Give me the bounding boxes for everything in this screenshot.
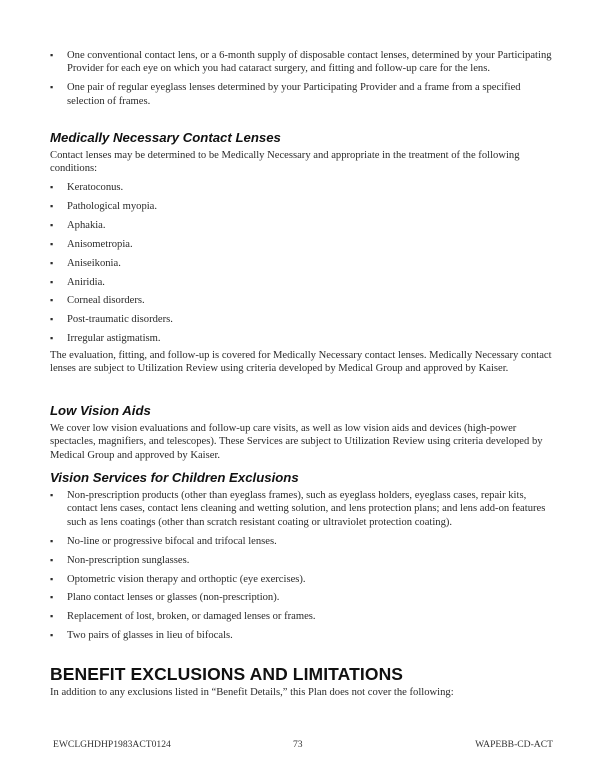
bullet-icon: ▪ [50,314,54,325]
list-item: ▪ Aniseikonia. [50,257,121,269]
bullet-icon: ▪ [50,573,54,584]
bullet-icon: ▪ [50,200,54,211]
bullet-icon: ▪ [50,535,54,546]
list-item: ▪ Optometric vision therapy and orthoptic (eye exercises). [50,573,306,585]
list-item: ▪ No-line or progressive bifocal and trifocal lenses. [50,535,277,547]
children-exclusions-list [50,489,555,648]
medically-necessary-intro: Contact lenses may be determined to be Medically Necessary and appropriate in the treatment of the following conditions: [50,150,520,175]
section-heading-benefit-exclusions: BENEFIT EXCLUSIONS AND LIMITATIONS [50,664,404,684]
list-item: ▪ Plano contact lenses or glasses (non-prescription). [50,592,280,604]
list-item: ▪ Non-prescription sunglasses. [50,554,190,566]
low-vision-body: We cover low vision evaluations and follow-up care visits, as well as low vision aids and devices (high-power spectacles, magnifiers, and telescopes). These Services are subject to Utilization Review using criteria developed by Medical Group and approved by Kaiser. [50,423,543,461]
section-heading-medically-necessary: Medically Necessary Contact Lenses [50,130,281,145]
bullet-icon: ▪ [50,276,54,287]
bullet-icon: ▪ [50,611,54,622]
intro-bullet-list [50,49,555,114]
list-item: ▪ One conventional contact lens, or a 6-month supply of disposable contact lenses, determined by your Participating Provider for each eye on which you had cataract surgery, and fitting and follow-up care for the lens. [50,50,552,75]
bullet-icon: ▪ [50,257,54,268]
list-item: ▪ Replacement of lost, broken, or damaged lenses or frames. [50,611,316,623]
conditions-list [50,181,555,351]
list-item: ▪ Two pairs of glasses in lieu of bifocals. [50,630,233,642]
list-item: ▪ Pathological myopia. [50,200,158,212]
list-item: ▪ Keratoconus. [50,182,124,193]
bullet-icon: ▪ [50,182,54,192]
bullet-icon: ▪ [50,490,54,500]
bullet-icon: ▪ [50,219,54,230]
list-item: ▪ Non-prescription products (other than eyeglass frames), such as eyeglass holders, eyeglass cases, repair kits, contact lens cases, contact lens cleaning and wetting solution, and lens protection plans; and lens add-on features such as lens coatings (other than scratch resistant coating or ultraviolet protection coating). [50,490,546,528]
benefit-exclusions-body: In addition to any exclusions listed in “Benefit Details,” this Plan does not cover the following: [50,687,454,698]
footer-plan-code: WAPEBB-CD-ACT [475,739,553,750]
page-number: 73 [293,739,303,750]
list-item: ▪ Aphakia. [50,219,106,231]
bullet-icon: ▪ [50,333,54,344]
bullet-icon: ▪ [50,82,54,93]
section-heading-low-vision: Low Vision Aids [50,403,151,418]
list-item: ▪ Anisometropia. [50,238,133,250]
bullet-icon: ▪ [50,238,54,249]
footer-document-code: EWCLGHDHP1983ACT0124 [53,739,171,750]
bullet-icon: ▪ [50,554,54,565]
list-item: ▪ Corneal disorders. [50,295,145,307]
bullet-icon: ▪ [50,630,54,641]
list-item: ▪ Aniridia. [50,276,105,288]
bullet-icon: ▪ [50,592,54,603]
list-item: ▪ Post-traumatic disorders. [50,314,173,326]
bullet-icon: ▪ [50,50,54,60]
bullet-icon: ▪ [50,295,54,306]
section-heading-children-exclusions: Vision Services for Children Exclusions [50,470,299,485]
list-item: ▪ One pair of regular eyeglass lenses determined by your Participating Provider and a frame from a specified selection of frames. [50,82,521,107]
list-item: ▪ Irregular astigmatism. [50,333,161,345]
medically-necessary-closing: The evaluation, fitting, and follow-up is covered for Medically Necessary contact lenses. Medically Necessary contact lenses are subject to Utilization Review using criteria developed by Medical Group and approved by Kaiser. [50,350,552,375]
